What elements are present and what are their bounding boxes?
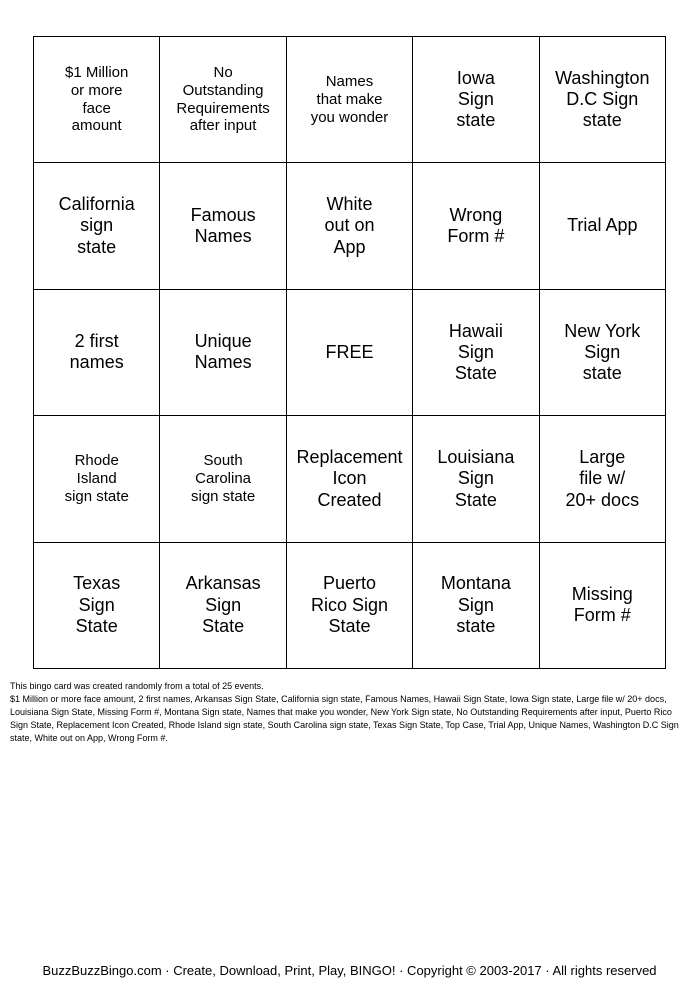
card-info bbox=[10, 680, 690, 745]
bingo-cell: Texas Sign State bbox=[34, 543, 160, 669]
bingo-cell: Missing Form # bbox=[540, 543, 666, 669]
card-info-summary: This bingo card was created randomly from a total of 25 events. bbox=[10, 681, 264, 691]
bingo-cell: Unique Names bbox=[160, 290, 286, 416]
bingo-cell: 2 first names bbox=[34, 290, 160, 416]
bingo-cell: South Carolina sign state bbox=[160, 416, 286, 542]
bingo-cell: Louisiana Sign State bbox=[413, 416, 539, 542]
bingo-cell: Trial App bbox=[540, 163, 666, 289]
bingo-cell: Iowa Sign state bbox=[413, 37, 539, 163]
bingo-cell: Wrong Form # bbox=[413, 163, 539, 289]
bingo-cell: Names that make you wonder bbox=[287, 37, 413, 163]
bingo-cell: No Outstanding Requirements after input bbox=[160, 37, 286, 163]
bingo-cell: Large file w/ 20+ docs bbox=[540, 416, 666, 542]
bingo-cell: Montana Sign state bbox=[413, 543, 539, 669]
bingo-cell: Famous Names bbox=[160, 163, 286, 289]
bingo-free-cell: FREE bbox=[287, 290, 413, 416]
card-info-event-list: $1 Million or more face amount, 2 first names, Arkansas Sign State, California sign state, Famous Names, Hawaii Sign State, Iowa Sign state, Large file w/ 20+ docs, Louisiana Sign State, Missing Form #, Montana Sign state, Names that make you wonder, New York Sign state, No Outstanding Requirements after input, Puerto Rico Sign State, Replacement Icon Created, Rhode Island sign state, South Carolina sign state, Texas Sign State, Top Case, Trial App, Unique Names, Washington D.C Sign state, White out on App, Wrong Form #. bbox=[10, 694, 679, 743]
bingo-cell: White out on App bbox=[287, 163, 413, 289]
bingo-cell: California sign state bbox=[34, 163, 160, 289]
bingo-cell: Arkansas Sign State bbox=[160, 543, 286, 669]
bingo-cell: Puerto Rico Sign State bbox=[287, 543, 413, 669]
bingo-cell: Washington D.C Sign state bbox=[540, 37, 666, 163]
bingo-cell: Replacement Icon Created bbox=[287, 416, 413, 542]
bingo-cell: Hawaii Sign State bbox=[413, 290, 539, 416]
bingo-card bbox=[33, 36, 666, 669]
bingo-cell: Rhode Island sign state bbox=[34, 416, 160, 542]
footer-copyright: BuzzBuzzBingo.com · Create, Download, Print, Play, BINGO! · Copyright © 2003-2017 · All rights reserved bbox=[42, 963, 657, 978]
bingo-cell: $1 Million or more face amount bbox=[34, 37, 160, 163]
bingo-cell: New York Sign state bbox=[540, 290, 666, 416]
